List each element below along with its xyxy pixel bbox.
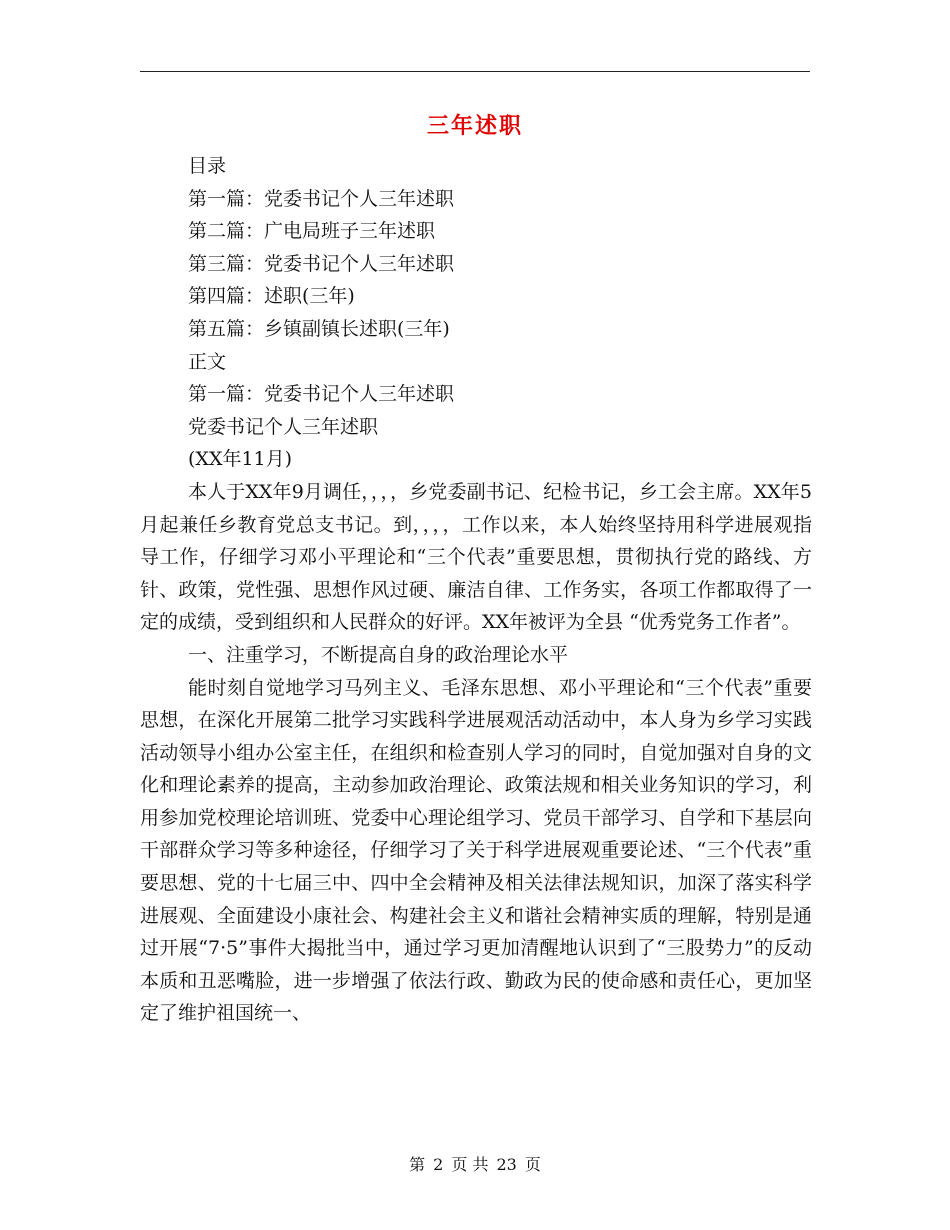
chapter-date: (XX年11月) xyxy=(188,448,293,471)
chapter-title: 党委书记个人三年述职 xyxy=(188,415,379,438)
toc-item-4: 第四篇：述职(三年) xyxy=(188,285,355,308)
paragraph-intro: 本人于XX年9月调任，，，，乡党委副书记、纪检书记，乡工会主席。XX年5月起兼任乡教育党总支书记。到，，，，工作以来，本人始终坚持用科学进展观指导工作，仔细学习邓小平理论和“三个代表”重要思想，贯彻执行党的路线、方针、政策，党性强、思想作风过硬、廉洁自律、工作务实，各项工作都取得了一定的成绩，受到组织和人民群众的好评。XX年被评为全县 “优秀党务工作者”。 xyxy=(140,480,812,634)
toc-item-3: 第三篇：党委书记个人三年述职 xyxy=(188,252,455,275)
document-body xyxy=(140,150,812,1030)
section-heading: 一、注重学习，不断提高自身的政治理论水平 xyxy=(188,643,569,666)
page-total: 23 xyxy=(496,1155,517,1174)
toc-item-5: 第五篇：乡镇副镇长述职(三年) xyxy=(188,317,450,340)
toc-item-2: 第二篇：广电局班子三年述职 xyxy=(188,220,436,243)
body-heading: 正文 xyxy=(188,350,227,373)
header-rule xyxy=(140,71,810,72)
paragraph-study: 能时刻自觉地学习马列主义、毛泽东思想、邓小平理论和“三个代表”重要思想，在深化开展第二批学习实践科学进展观活动活动中，本人身为乡学习实践活动领导小组办公室主任，在组织和检查别人学习的同时，自觉加强对自身的文化和理论素养的提高，主动参加政治理论、政策法规和相关业务知识的学习，利用参加党校理论培训班、党委中心理论组学习、党员干部学习、自学和下基层向干部群众学习等多种途径，仔细学习了关于科学进展观重要论述、“三个代表”重要思想、党的十七届三中、四中全会精神及相关法律法规知识，加深了落实科学进展观、全面建设小康社会、构建社会主义和谐社会精神实质的理解，特别是通过开展“7·5”事件大揭批当中，通过学习更加清醒地认识到了“三股势力”的反动本质和丑恶嘴脸，进一步增强了依法行政、勤政为民的使命感和责任心，更加坚定了维护祖国统一、 xyxy=(140,676,812,1025)
toc-item-1: 第一篇：党委书记个人三年述职 xyxy=(188,187,455,210)
footer-suffix: 页 xyxy=(524,1155,541,1174)
document-title: 三年述职 xyxy=(426,113,523,139)
page-footer xyxy=(0,1154,950,1176)
chapter-heading: 第一篇：党委书记个人三年述职 xyxy=(188,383,455,406)
toc-heading: 目录 xyxy=(188,155,227,177)
footer-prefix: 第 xyxy=(409,1155,426,1174)
page-number: 2 xyxy=(433,1155,444,1174)
footer-mid: 页 共 xyxy=(451,1155,489,1174)
